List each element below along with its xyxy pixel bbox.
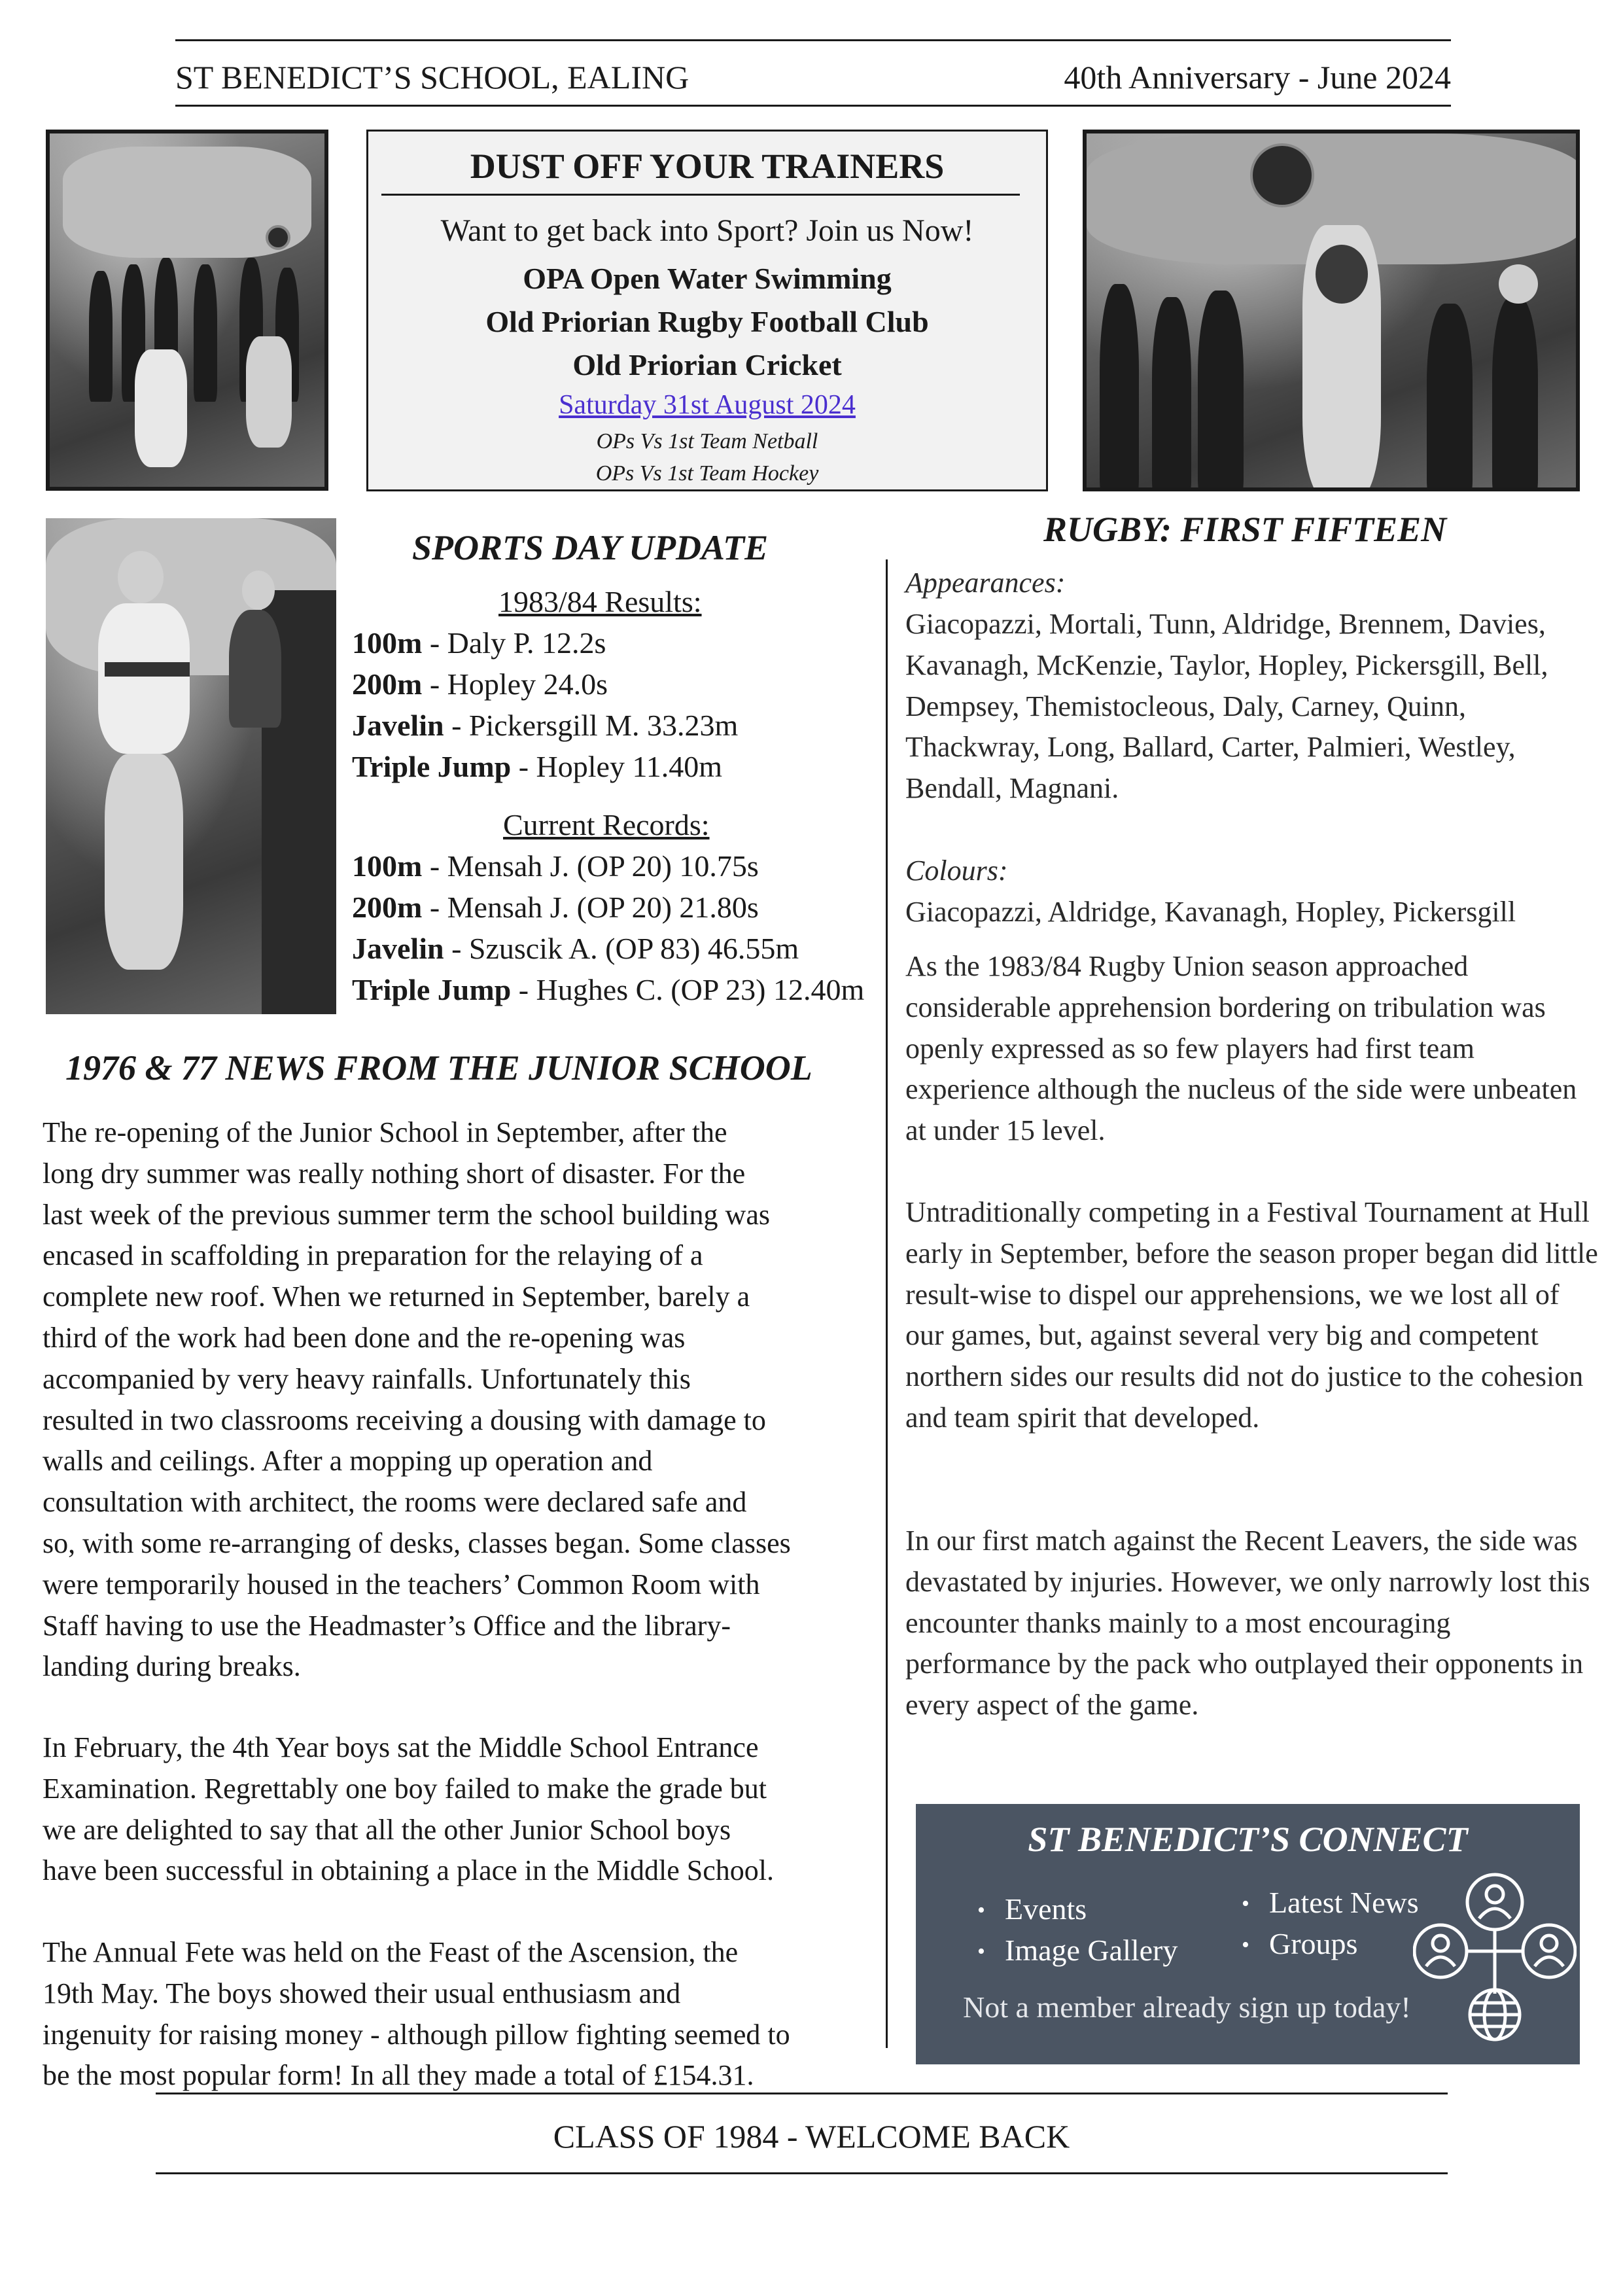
connect-box	[916, 1804, 1580, 2064]
junior-para-3: The Annual Fete was held on the Feast of the Ascension, the 19th May. The boys showed their usual enthusiasm and ingenuity for raising money - although pillow fighting seemed to be the most popular form! In all they made a total of £154.31.	[43, 1936, 790, 2092]
result-row: Triple Jump - Hopley 11.40m	[352, 750, 723, 783]
result-row: 200m - Hopley 24.0s	[352, 667, 608, 701]
rugby-para-2: Untraditionally competing in a Festival Tournament at Hull early in September, before the season proper began did little result-wise to dispel our apprehensions, we we lost all of our games, but, against several very big and competent northern sides our results did not do justice to the cohesion and team spirit that developed.	[905, 1196, 1598, 1434]
results-heading: 1983/84 Results:	[498, 585, 702, 618]
record-row: Javelin - Szuscik A. (OP 83) 46.55m	[352, 932, 799, 965]
community-people-globe-icon	[1413, 1869, 1577, 2046]
column-divider	[886, 559, 888, 2048]
record-row: Triple Jump - Hughes C. (OP 23) 12.40m	[352, 973, 865, 1006]
netball-match-photo	[46, 130, 328, 491]
records-heading: Current Records:	[503, 808, 710, 841]
rugby-para-1: As the 1983/84 Rugby Union season approached considerable apprehension bordering on tribulation was openly expressed as so few players had first team experience although the nucleus of the side were unbeaten at under 15 level.	[905, 950, 1577, 1147]
sports-day-title: SPORTS DAY UPDATE	[412, 528, 769, 567]
footer-text: CLASS OF 1984 - WELCOME BACK	[553, 2118, 1070, 2155]
junior-para-2: In February, the 4th Year boys sat the Middle School Entrance Examination. Regrettably one boy failed to make the grade but we are delighted to say that all the other Junior School boys have been successful in obtaining a place in the Middle School.	[43, 1731, 775, 1887]
edition-label: 40th Anniversary - June 2024	[1064, 59, 1451, 96]
signup-cta[interactable]: Not a member already sign up today!	[963, 1990, 1411, 2024]
event-date-link[interactable]: Saturday 31st August 2024	[559, 390, 856, 420]
masthead-top-rule	[175, 39, 1451, 41]
appearances-list: Giacopazzi, Mortali, Tunn, Aldridge, Brennem, Davies, Kavanagh, McKenzie, Taylor, Hopley, Pickersgill, Bell, Dempsey, Themistocleous, Daly, Carney, Quinn, Thackwray, Long, Ballard, Carter, Palmieri, Westley, Bendall, Magnani.	[905, 608, 1548, 805]
fixture-netball: OPs Vs 1st Team Netball	[596, 429, 818, 453]
trainers-title-rule	[381, 194, 1020, 196]
colours-label: Colours:	[905, 855, 1008, 887]
trainers-box	[366, 130, 1048, 491]
club-swimming: OPA Open Water Swimming	[523, 262, 892, 295]
rugby-para-3: In our first match against the Recent Leavers, the side was devastated by injuries. However, we only narrowly lost this encounter thanks mainly to a most encouraging performance by the pack who outplayed their opponents in every aspect of the game.	[905, 1525, 1590, 1722]
junior-school-title: 1976 & 77 NEWS FROM THE JUNIOR SCHOOL	[65, 1048, 812, 1087]
netball-jump-photo	[1083, 130, 1580, 491]
masthead-bottom-rule	[175, 105, 1451, 107]
appearances-label: Appearances:	[905, 567, 1066, 599]
club-cricket: Old Priorian Cricket	[572, 348, 842, 381]
school-name: ST BENEDICT’S SCHOOL, EALING	[175, 59, 689, 96]
record-row: 100m - Mensah J. (OP 20) 10.75s	[352, 849, 759, 883]
colours-list: Giacopazzi, Aldridge, Kavanagh, Hopley, Pickersgill	[905, 896, 1516, 928]
runners-track-photo	[46, 518, 336, 1014]
footer-bottom-rule	[156, 2172, 1448, 2174]
link-groups[interactable]: • Groups	[1269, 1925, 1357, 1963]
trainers-intro: Want to get back into Sport? Join us Now!	[440, 213, 974, 248]
trainers-title: DUST OFF YOUR TRAINERS	[470, 147, 945, 186]
result-row: Javelin - Pickersgill M. 33.23m	[352, 709, 739, 742]
link-image-gallery[interactable]: • Image Gallery	[1005, 1932, 1178, 1969]
junior-para-1: The re-opening of the Junior School in September, after the long dry summer was really nothing short of disaster. For the last week of the previous summer term the school building was encased in scaffolding in preparation for the relaying of a complete new roof. When we returned in September, barely a third of the work had been done and the re-opening was accompanied by very heavy rainfalls. Unfortunately this resulted in two classrooms receiving a dousing with damage to walls and ceilings. After a mopping up operation and consultation with architect, the rooms were declared safe and so, with some re-arranging of desks, classes began. Some classes were temporarily housed in the teachers’ Common Room with Staff having to use the Headmaster’s Office and the library- landing during breaks.	[43, 1116, 791, 1683]
footer-top-rule	[156, 2093, 1448, 2094]
connect-title: ST BENEDICT’S CONNECT	[1028, 1820, 1468, 1859]
club-rugby: Old Priorian Rugby Football Club	[485, 305, 929, 338]
record-row: 200m - Mensah J. (OP 20) 21.80s	[352, 891, 759, 924]
fixture-hockey: OPs Vs 1st Team Hockey	[595, 461, 819, 486]
link-latest-news[interactable]: • Latest News	[1269, 1884, 1419, 1922]
result-row: 100m - Daly P. 12.2s	[352, 626, 606, 660]
rugby-title: RUGBY: FIRST FIFTEEN	[1043, 510, 1447, 549]
link-events[interactable]: • Events	[1005, 1890, 1087, 1928]
